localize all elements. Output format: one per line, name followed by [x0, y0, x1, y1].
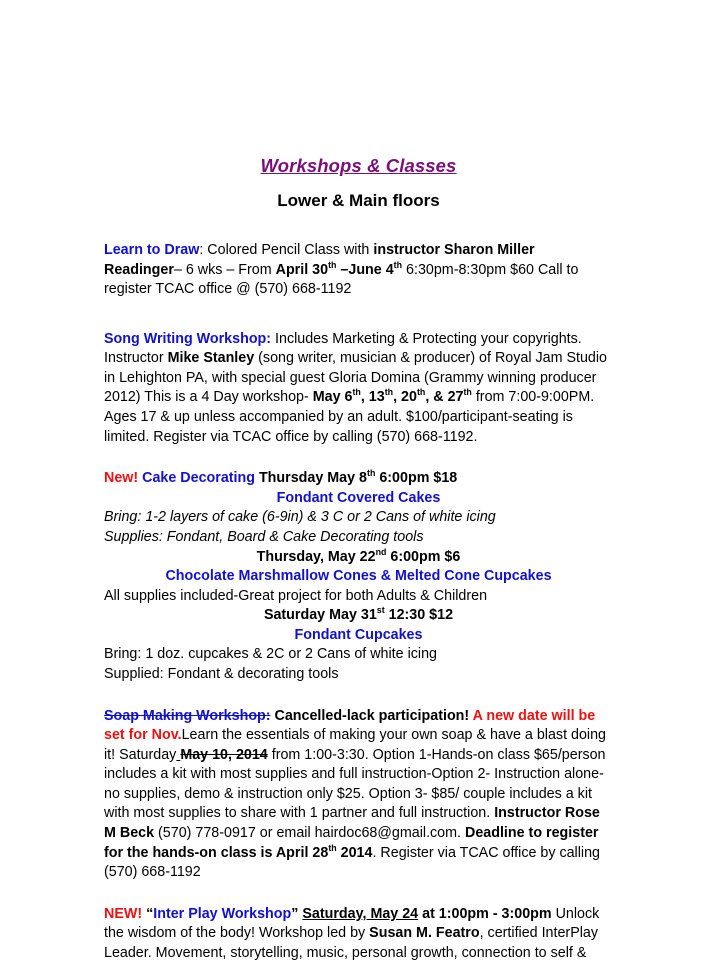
- soap-register: . Register via TCAC office by calling (570) 668-1192: [104, 844, 600, 881]
- cake-class2-title-text: Chocolate Marshmallow Cones & Melted Cone Cupcakes: [165, 568, 552, 585]
- cake-class3-title: [104, 626, 613, 646]
- interplay-time: at 1:00pm - 3:00pm: [418, 905, 552, 922]
- cake-class1-title-text: Fondant Covered Cakes: [276, 489, 441, 506]
- quote-open: “: [146, 905, 154, 922]
- interplay-body: Unlock the wisdom of the body! Workshop led by: [104, 905, 600, 942]
- song-writing-instructor: Mike Stanley: [167, 350, 255, 367]
- ordinal-suffix: nd: [375, 546, 387, 557]
- cake-class3-date: Saturday May 31: [263, 607, 377, 624]
- section-inter-play: [104, 905, 613, 964]
- learn-to-draw-duration: – 6 wks – From: [173, 261, 276, 278]
- ordinal-suffix: th: [416, 387, 426, 398]
- song-writing-date-3: , 20: [393, 389, 417, 406]
- learn-to-draw-heading-suffix: : Colored Pencil Class with: [199, 242, 374, 258]
- song-writing-line1: Includes Marketing & Protecting your copyrights. Instructor: [104, 330, 582, 367]
- spacer: [104, 300, 613, 330]
- cake-class1-price: 6:00pm $18: [375, 470, 458, 487]
- ordinal-suffix: th: [463, 387, 472, 398]
- interplay-leader: Susan M. Featro: [369, 925, 480, 942]
- cake-class2-date: Thursday, May 22: [256, 548, 376, 565]
- interplay-date: Saturday, May 24: [302, 905, 419, 922]
- interplay-body2: , certified InterPlay Leader. Movement, storytelling, music, personal growth, connection to self &: [104, 925, 599, 961]
- ordinal-suffix: st: [376, 605, 385, 616]
- song-writing-date-1: May 6: [312, 389, 353, 406]
- cake-class3-bring: Bring: 1 doz. cupcakes & 2C or 2 Cans of white icing: [104, 646, 437, 663]
- spacer: [104, 685, 613, 707]
- ordinal-suffix: th: [328, 259, 337, 270]
- cake-class2-date-line: [104, 548, 613, 568]
- page-title: Workshops & Classes: [260, 155, 457, 176]
- soap-contact: (570) 778-0917 or email hairdoc68@gmail.com.: [154, 825, 465, 842]
- ordinal-suffix: th: [393, 259, 403, 270]
- section-soap-making: [104, 707, 613, 883]
- cake-class1-supplies: Supplies: Fondant, Board & Cake Decorating tools: [104, 528, 424, 545]
- cake-class1-title: [104, 489, 613, 509]
- cake-class2-note: All supplies included-Great project for both Adults & Children: [104, 587, 488, 604]
- ordinal-suffix: th: [328, 842, 337, 853]
- ordinal-suffix: th: [384, 387, 394, 398]
- section-cake-decorating-header: [104, 469, 613, 489]
- cake-decorating-heading: Cake Decorating: [142, 470, 255, 487]
- soap-struck-date: May 10, 2014: [180, 746, 268, 763]
- cake-class1-date: Thursday May 8: [254, 470, 367, 487]
- page-subtitle: Lower & Main floors: [277, 191, 440, 210]
- learn-to-draw-end-date: –June 4: [336, 261, 394, 278]
- spacer: [104, 447, 613, 469]
- section-song-writing: [104, 330, 613, 447]
- song-writing-line3: from 7:00-9:00PM. Ages 17 & up unless accompanied by an adult. $100/participant-seating is limited. Register via TCAC office by calling (570) 668-1192.: [104, 389, 595, 445]
- song-writing-line2: (song writer, musician & producer) of Royal Jam Studio in Lehighton PA, with special guest Gloria Domina (Grammy winning producer 2012) This is a 4 Day workshop-: [104, 350, 607, 406]
- cake-class3-price: 12:30 $12: [384, 607, 454, 624]
- soap-making-heading: Soap Making Workshop:: [104, 707, 271, 724]
- cake-class3-title-text: Fondant Cupcakes: [294, 626, 423, 643]
- song-writing-date-2: , 13: [360, 389, 385, 406]
- soap-instructor: Instructor Rose M Beck: [104, 805, 600, 842]
- learn-to-draw-instructor: instructor Sharon Miller Readinger: [104, 242, 535, 278]
- ordinal-suffix: th: [367, 468, 376, 479]
- learn-to-draw-heading: Learn to Draw: [104, 242, 200, 258]
- interplay-heading: Inter Play Workshop: [153, 905, 292, 922]
- cake-class2-title: [104, 567, 613, 587]
- cake-class3-date-line: [104, 606, 613, 626]
- ordinal-suffix: th: [352, 387, 361, 398]
- spacer: [104, 211, 613, 241]
- learn-to-draw-start-date: April 30: [275, 261, 329, 278]
- quote-close: ”: [291, 905, 299, 922]
- cake-class2-price: 6:00pm $6: [386, 548, 461, 565]
- soap-deadline: Deadline to register for the hands-on class is April 28: [104, 825, 599, 861]
- soap-deadline-year: 2014: [336, 844, 373, 861]
- soap-cancelled-notice: Cancelled-lack participation!: [270, 707, 473, 724]
- cake-class3-supplied: Supplied: Fondant & decorating tools: [104, 665, 339, 682]
- soap-line1: Learn the essentials of making your own soap & have a blast doing it! Saturday: [104, 727, 606, 763]
- song-writing-date-4: , & 27: [425, 389, 464, 406]
- section-learn-to-draw: [104, 241, 613, 300]
- cake-new-tag: New!: [104, 470, 143, 487]
- soap-reschedule-note: A new date will be set for Nov.: [104, 707, 596, 744]
- soap-line2: from 1:00-3:30. Option 1-Hands-on class $65/person includes a kit with most supplies and full instruction-Option 2- Instruction alone-no supplies, demo & instruction only $25. Option 3- $85/ couple includes a kit with most supplies to share with 1 partner and full instruction.: [104, 746, 606, 822]
- learn-to-draw-details: 6:30pm-8:30pm $60 Call to register TCAC office @ (570) 668-1192: [104, 261, 579, 298]
- spacer: [104, 883, 613, 905]
- interplay-new-tag: NEW!: [104, 905, 147, 922]
- song-writing-heading: Song Writing Workshop:: [104, 330, 272, 347]
- cake-class1-bring: Bring: 1-2 layers of cake (6-9in) & 3 C or 2 Cans of white icing: [104, 509, 496, 526]
